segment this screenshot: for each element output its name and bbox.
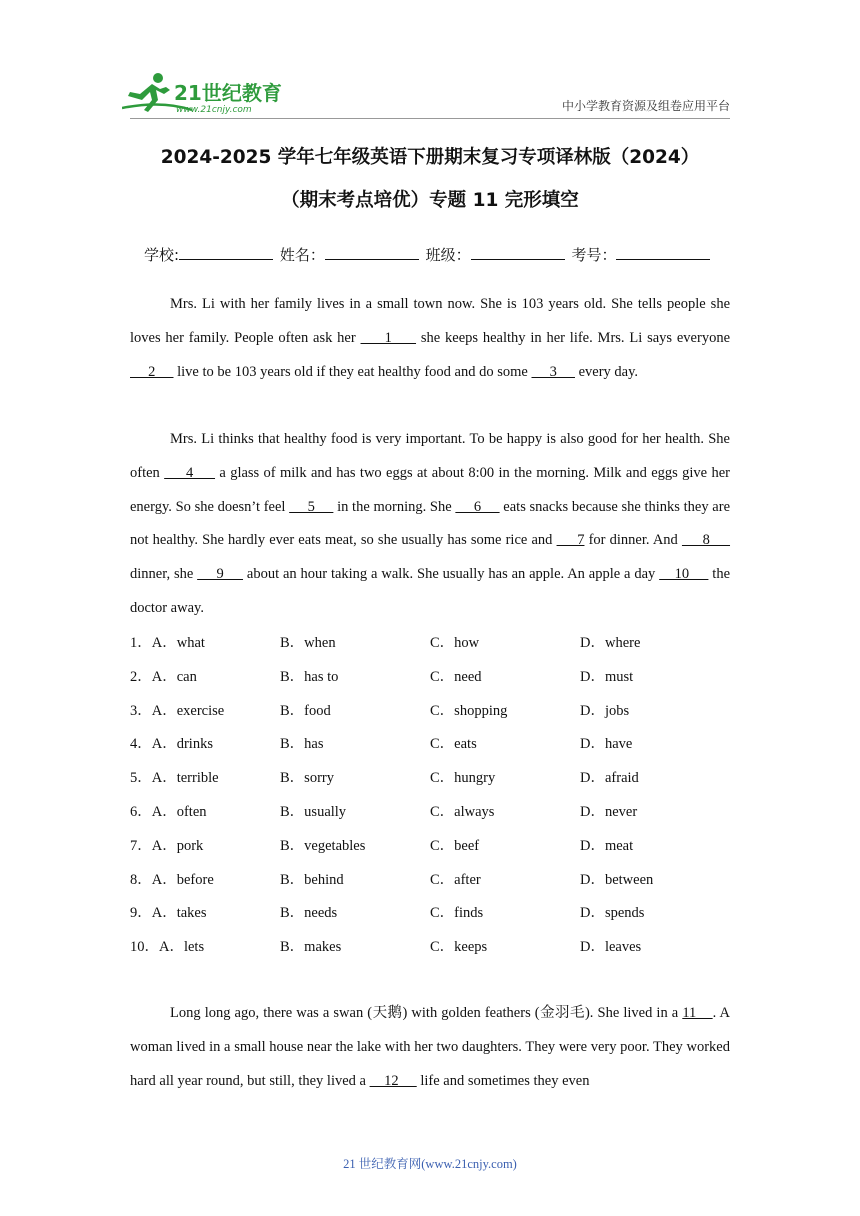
blank-7: 7 (556, 532, 585, 549)
logo-text: 21世纪教育 (174, 81, 282, 105)
blank-5: 5 (289, 498, 334, 515)
blank-8: 8 (681, 532, 731, 549)
option[interactable]: C．need (430, 668, 482, 685)
header-divider (130, 118, 730, 119)
option[interactable]: C．keeps (430, 939, 488, 956)
name-blank[interactable] (325, 245, 419, 260)
option[interactable]: 1．A．what (130, 635, 205, 651)
blank-12: 12 (369, 1072, 417, 1089)
option[interactable]: B．has (280, 736, 324, 753)
logo (122, 70, 292, 116)
option[interactable]: C．always (430, 803, 495, 820)
option-row (130, 931, 730, 965)
option[interactable]: D．between (580, 871, 654, 888)
option[interactable]: 8．A．before (130, 871, 214, 888)
option[interactable]: D．must (580, 668, 634, 685)
class-label: 班级： (425, 246, 471, 264)
option[interactable]: C．finds (430, 905, 484, 922)
title-line-2: （期末考点培优）专题 11 完形填空 (281, 190, 579, 211)
class-blank[interactable] (471, 245, 565, 260)
option[interactable]: D．jobs (580, 702, 630, 719)
info-fields (144, 244, 712, 265)
option[interactable]: B．makes (280, 939, 342, 956)
option[interactable]: B．when (280, 635, 336, 651)
passage1-paragraph2: Mrs. Li thinks that healthy food is very important. To be happy is also good for her health. She often 4 a glass of milk and has two eggs at about 8:00 in the morning. Milk and eggs give her energy. So she doesn’t feel 5 in the morning. She 6 eats snacks because she thinks they are not healthy. She hardly ever eats meat, so she usually has some rice and 7 for dinner. And 8 dinner, she 9 about an hour taking a walk. She usually has an apple. An apple a day 10 the doctor away. (130, 431, 731, 616)
option[interactable]: 9．A．takes (130, 905, 207, 922)
option[interactable]: D．spends (580, 905, 645, 922)
option[interactable]: D．leaves (580, 939, 642, 956)
option-row (130, 661, 730, 695)
school-label: 学校: (144, 246, 180, 264)
option[interactable]: 5．A．terrible (130, 770, 219, 787)
option[interactable]: 7．A．pork (130, 837, 204, 854)
options-list (130, 627, 730, 965)
option-row (130, 897, 730, 931)
blank-3: 3 (531, 363, 575, 380)
option[interactable]: D．never (580, 803, 638, 820)
passage1-paragraph1: Mrs. Li with her family lives in a small town now. She is 103 years old. She tells people she loves her family. People often ask her 1 she keeps healthy in her life. Mrs. Li says everyone 2 live to be 103 years old if they eat healthy food and do some 3 every day. (130, 296, 731, 380)
option[interactable]: B．needs (280, 905, 338, 922)
option[interactable]: B．usually (280, 803, 347, 820)
blank-9: 9 (197, 566, 244, 583)
blank-1: 1 (360, 329, 417, 346)
number-blank[interactable] (616, 245, 710, 260)
header-tagline: 中小学教育资源及组卷应用平台 (561, 99, 730, 113)
title-line-1: 2024-2025 学年七年级英语下册期末复习专项译林版（2024） (160, 147, 700, 168)
option[interactable]: B．vegetables (280, 837, 366, 854)
option[interactable]: D．afraid (580, 770, 639, 787)
option[interactable]: 3．A．exercise (130, 702, 225, 719)
blank-11: 11 (682, 1005, 713, 1021)
option[interactable]: C．beef (430, 837, 480, 854)
option-row (130, 830, 730, 864)
option-row (130, 728, 730, 762)
blank-6: 6 (455, 498, 500, 515)
blank-4: 4 (164, 464, 216, 481)
name-label: 姓名： (279, 246, 325, 264)
option[interactable]: B．sorry (280, 770, 334, 787)
option[interactable]: C．shopping (430, 702, 508, 719)
option[interactable]: B．has to (280, 668, 339, 685)
blank-10: 10 (659, 566, 709, 583)
option[interactable]: B．food (280, 702, 331, 719)
option[interactable]: C．eats (430, 736, 477, 753)
option[interactable]: D．meat (580, 837, 634, 854)
option[interactable]: C．after (430, 871, 481, 888)
option[interactable]: 4．A．drinks (130, 736, 213, 753)
option[interactable]: C．how (430, 635, 480, 651)
option[interactable]: B．behind (280, 871, 344, 888)
number-label: 考号： (571, 246, 617, 264)
school-blank[interactable] (179, 245, 273, 260)
logo-url: www.21cnjy.com (176, 105, 252, 115)
option-row (130, 627, 730, 661)
option[interactable]: 6．A．often (130, 803, 207, 820)
footer-text: 21 世纪教育网(www.21cnjy.com) (343, 1157, 517, 1171)
option-row (130, 762, 730, 796)
option[interactable]: C．hungry (430, 770, 496, 787)
option[interactable]: D．have (580, 736, 633, 753)
passage2-paragraph1: Long long ago, there was a swan (天鹅) with golden feathers (金羽毛). She lived in a 11 . A woman lived in a small house near the lake with her two daughters. They were very poor. They worked hard all year round, but still, they lived a 12 life and sometimes they even (130, 1005, 731, 1089)
option-row (130, 864, 730, 898)
option-row (130, 796, 730, 830)
option[interactable]: 2．A．can (130, 668, 197, 685)
option-row (130, 695, 730, 729)
option[interactable]: 10．A．lets (130, 939, 205, 956)
option[interactable]: D．where (580, 635, 641, 651)
blank-2: 2 (130, 363, 174, 380)
